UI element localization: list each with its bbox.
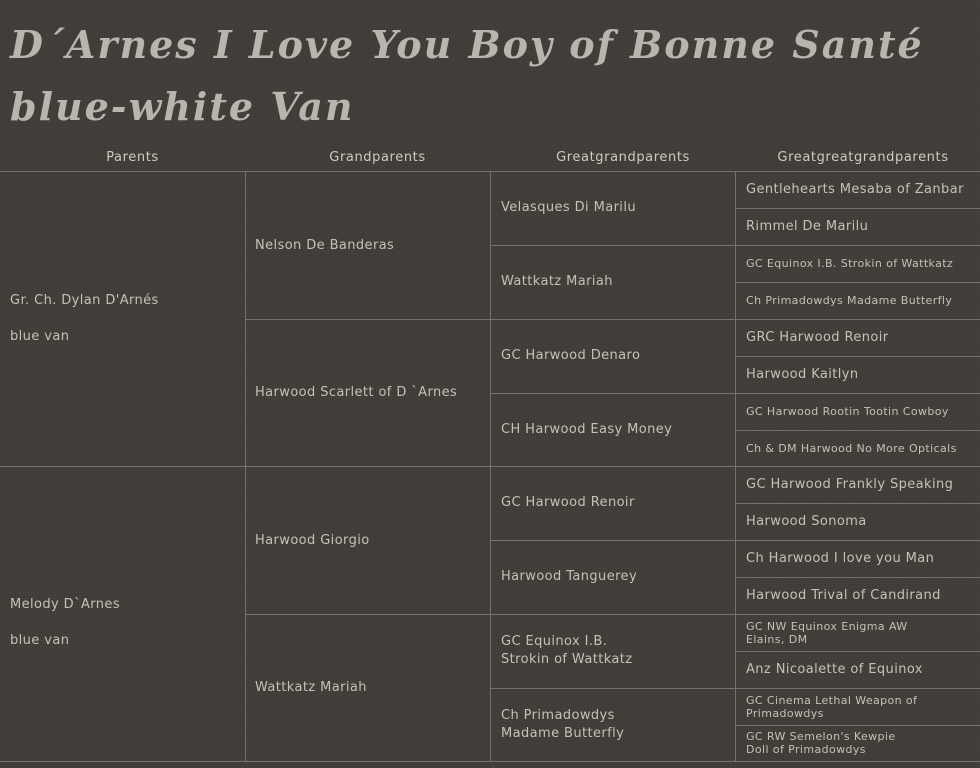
greatgrandparent-cell — [501, 393, 731, 466]
greatgreatgrandparent-cell — [746, 725, 978, 761]
parent-color: blue van — [10, 632, 70, 648]
parent-dam — [10, 466, 240, 761]
greatgrandparent-name: GC Equinox I.B. — [501, 634, 608, 649]
greatgrandparent-name: Ch Primadowdys — [501, 707, 615, 723]
greatgrandparent-cell — [501, 319, 731, 393]
greatgreatgrandparent-cell — [746, 430, 978, 466]
greatgreatgrandparent-cell — [746, 540, 978, 577]
grandparent-cell: Harwood Giorgio — [255, 532, 370, 548]
row-divider — [0, 171, 980, 172]
header-grandparents: Grandparents — [329, 150, 426, 165]
greatgrandparent-name: Velasques Di Marilu — [501, 200, 636, 215]
greatgreatgrandparent-cell — [746, 245, 978, 282]
ancestor-name: Ch Primadowdys Madame Butterfly — [746, 294, 953, 307]
ancestor-name: GC Harwood Frankly Speaking — [746, 477, 954, 492]
greatgrandparent-name: Wattkatz Mariah — [501, 274, 613, 289]
row-divider — [735, 356, 980, 357]
header-greatgrandparents: Greatgrandparents — [556, 150, 690, 165]
greatgrandparent-cell — [501, 171, 731, 245]
greatgreatgrandparent-cell — [746, 503, 978, 540]
ancestor-name: GRC Harwood Renoir — [746, 330, 889, 345]
greatgrandparent-cell — [501, 245, 731, 319]
greatgreatgrandparent-cell — [746, 356, 978, 393]
row-divider — [0, 761, 980, 762]
ancestor-name: GC Cinema Lethal Weapon of — [746, 693, 918, 707]
pedigree-table — [0, 171, 980, 761]
row-divider — [735, 282, 980, 283]
row-divider — [490, 245, 980, 246]
ancestor-name: Harwood Trival of Candirand — [746, 588, 941, 603]
ancestor-name: Harwood Kaitlyn — [746, 367, 859, 382]
ancestor-name: Primadowdys — [746, 706, 824, 720]
parent-name: Melody D`Arnes — [10, 596, 120, 612]
greatgrandparent-cell — [501, 540, 731, 614]
greatgrandparent-name: CH Harwood Easy Money — [501, 421, 673, 437]
greatgrandparent-cell — [501, 614, 731, 688]
row-divider — [735, 577, 980, 578]
greatgreatgrandparent-cell — [746, 466, 978, 503]
greatgrandparent-name: Strokin of Wattkatz — [501, 652, 633, 667]
greatgreatgrandparent-cell — [746, 688, 978, 725]
ancestor-name: GC NW Equinox Enigma AW — [746, 619, 908, 633]
ancestor-name: Anz Nicoalette of Equinox — [746, 662, 923, 677]
ancestor-name: Elains, DM — [746, 632, 808, 646]
parent-sire — [10, 171, 240, 466]
parent-color: blue van — [10, 328, 70, 344]
greatgreatgrandparent-cell — [746, 208, 978, 245]
ancestor-name: Doll of Primadowdys — [746, 743, 866, 756]
row-divider — [735, 503, 980, 504]
pedigree-title: D´Arnes I Love You Boy of Bonne Santé — [10, 22, 924, 67]
row-divider — [245, 319, 980, 320]
parent-name: Gr. Ch. Dylan D'Arnés — [10, 292, 159, 308]
header-parents: Parents — [106, 150, 159, 165]
header-greatgreatgrandparents: Greatgreatgrandparents — [777, 150, 949, 165]
row-divider — [490, 393, 980, 394]
ancestor-name: GC Harwood Rootin Tootin Cowboy — [746, 405, 949, 418]
ancestor-name: GC Equinox I.B. Strokin of Wattkatz — [746, 257, 954, 270]
greatgrandparent-name: GC Harwood Denaro — [501, 348, 641, 363]
greatgreatgrandparent-cell — [746, 319, 978, 356]
greatgrandparent-name: GC Harwood Renoir — [501, 495, 635, 510]
row-divider — [490, 688, 980, 689]
ancestor-name: Ch & DM Harwood No More Opticals — [746, 441, 957, 455]
grandparent-cell: Nelson De Banderas — [255, 237, 395, 253]
ancestor-name: Rimmel De Marilu — [746, 219, 869, 234]
ancestor-name: GC RW Semelon's Kewpie — [746, 730, 896, 743]
greatgrandparent-cell — [501, 466, 731, 540]
greatgrandparent-name: Madame Butterfly — [501, 725, 625, 741]
row-divider — [245, 614, 980, 615]
row-divider — [735, 725, 980, 726]
row-divider — [0, 466, 980, 467]
row-divider — [735, 430, 980, 431]
greatgreatgrandparent-cell — [746, 614, 978, 651]
ancestor-name: Gentlehearts Mesaba of Zanbar — [746, 182, 964, 197]
greatgrandparent-name: Harwood Tanguerey — [501, 569, 638, 584]
ancestor-name: Ch Harwood I love you Man — [746, 551, 935, 566]
ancestor-name: Harwood Sonoma — [746, 514, 867, 529]
greatgreatgrandparent-cell — [746, 171, 978, 208]
greatgreatgrandparent-cell — [746, 651, 978, 688]
row-divider — [735, 651, 980, 652]
greatgreatgrandparent-cell — [746, 393, 978, 430]
grandparent-cell: Harwood Scarlett of D `Arnes — [255, 385, 458, 400]
greatgrandparent-cell — [501, 688, 731, 761]
grandparent-cell: Wattkatz Mariah — [255, 680, 367, 695]
greatgreatgrandparent-cell — [746, 282, 978, 319]
row-divider — [490, 540, 980, 541]
pedigree-subtitle-color: blue-white Van — [10, 84, 355, 129]
row-divider — [735, 208, 980, 209]
greatgreatgrandparent-cell — [746, 577, 978, 614]
